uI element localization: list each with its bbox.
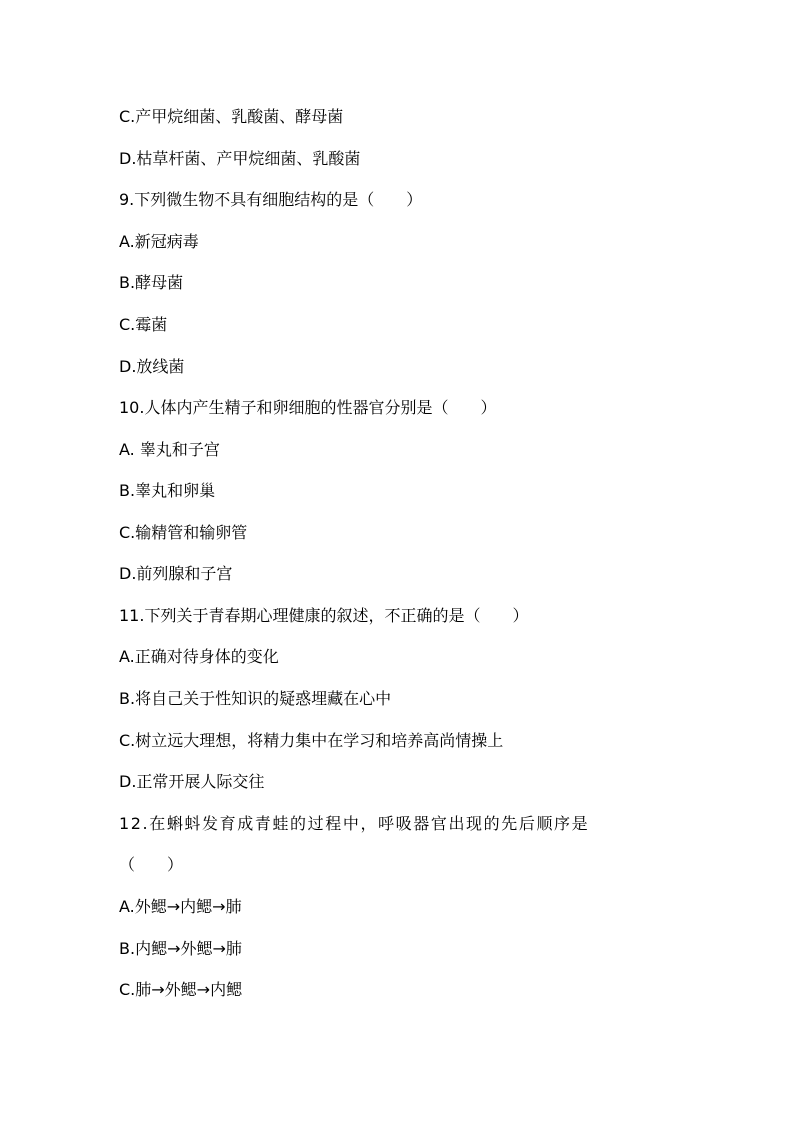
option-d-q11: D.正常开展人际交往 (119, 772, 265, 791)
option-c-q10: C.输精管和输卵管 (119, 523, 248, 542)
option-b-q12: B.内鳃→外鳃→肺 (119, 939, 242, 958)
option-b-q11: B.将自己关于性知识的疑惑埋藏在心中 (119, 689, 392, 708)
option-a-q9: A.新冠病毒 (119, 232, 199, 251)
question-9: 9.下列微生物不具有细胞结构的是（ ） (119, 190, 423, 209)
option-a-q11: A.正确对待身体的变化 (119, 647, 279, 666)
option-d-q9: D.放线菌 (119, 357, 185, 376)
option-c-q11: C.树立远大理想，将精力集中在学习和培养高尚情操上 (119, 731, 504, 750)
option-b-q9: B.酵母菌 (119, 273, 184, 292)
question-12: 12.在蝌蚪发育成青蛙的过程中，呼吸器官出现的先后顺序是 (119, 814, 590, 833)
option-a-q12: A.外鳃→内鳃→肺 (119, 897, 242, 916)
option-c-q9: C.霉菌 (119, 315, 168, 334)
option-d-q10: D.前列腺和子宫 (119, 564, 233, 583)
option-b-q10: B.睾丸和卵巢 (119, 481, 216, 500)
question-10: 10.人体内产生精子和卵细胞的性器官分别是（ ） (119, 398, 497, 417)
option-c-q12: C.肺→外鳃→内鳃 (119, 980, 243, 999)
option-c-q8: C.产甲烷细菌、乳酸菌、酵母菌 (119, 107, 344, 126)
option-a-q10: A. 睾丸和子宫 (119, 440, 220, 459)
option-d-q8: D.枯草杆菌、产甲烷细菌、乳酸菌 (119, 149, 361, 168)
question-12-blank: （ ） (119, 855, 184, 874)
question-11: 11.下列关于青春期心理健康的叙述，不正确的是（ ） (119, 606, 529, 625)
